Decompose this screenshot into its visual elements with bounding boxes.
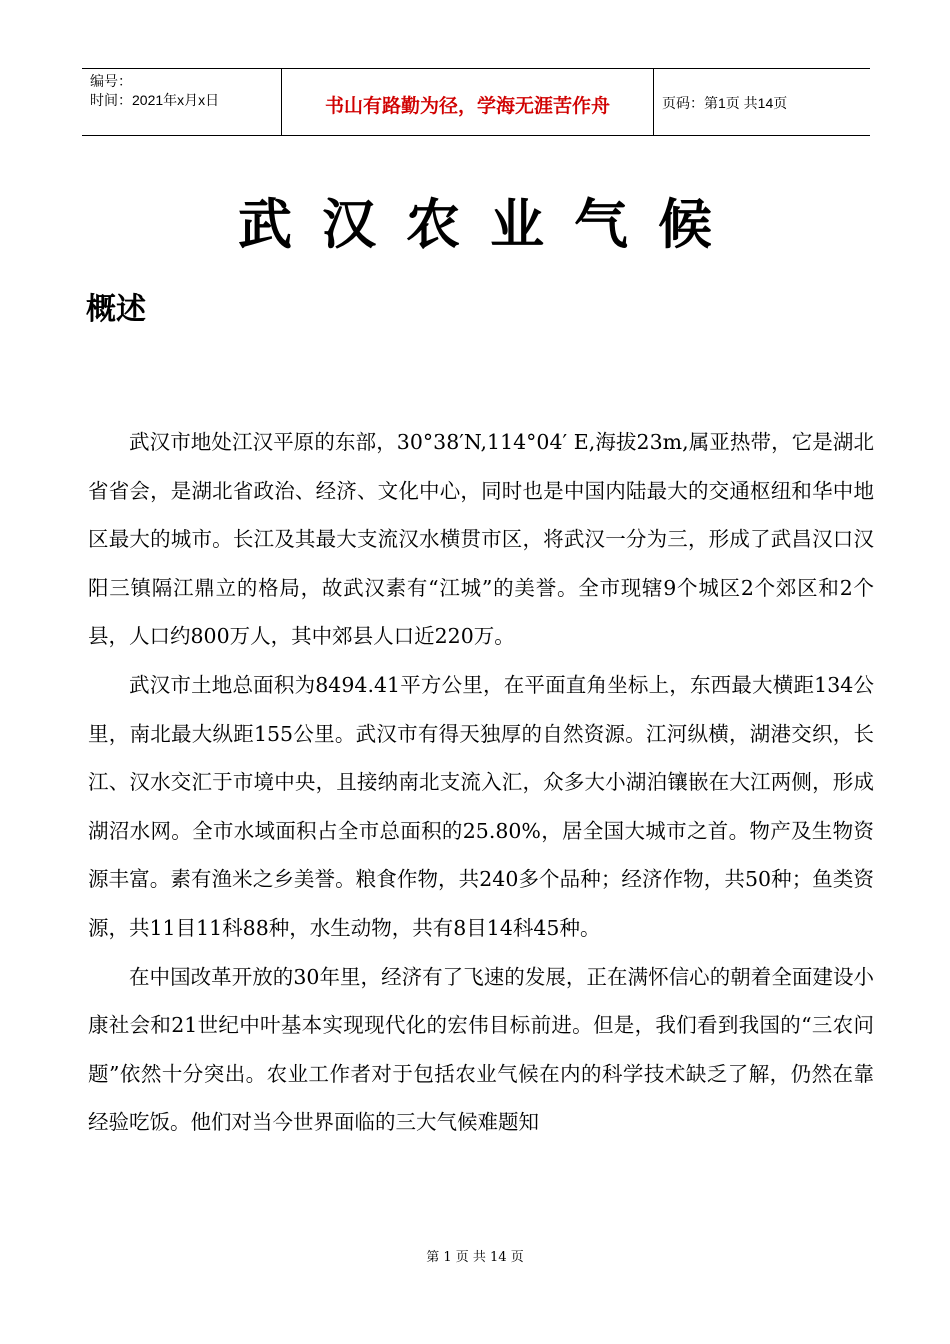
header-page-info: 页码：第1页 共14页 [662, 95, 788, 111]
header-meta [82, 69, 282, 135]
document-body [88, 418, 874, 1147]
paragraph: 在中国改革开放的30年里，经济有了飞速的发展，正在满怀信心的朝着全面建设小康社会和21世纪中叶基本实现现代化的宏伟目标前进。但是，我们看到我国的“三农问题”依然十分突出。农业工作者对于包括农业气候在内的科学技术缺乏了解，仍然在靠经验吃饭。他们对当今世界面临的三大气候难题知 [88, 964, 874, 1135]
page-footer: 第 1 页 共 14 页 [426, 1250, 524, 1265]
document-header [82, 68, 870, 136]
section-title: 概述 [86, 292, 146, 327]
time-label: 时间：2021年x月x日 [90, 92, 220, 108]
document-title: 武汉农业气候 [238, 192, 742, 256]
paragraph: 武汉市土地总面积为8494.41平方公里，在平面直角坐标上，东西最大横距134公里，南北最大纵距155公里。武汉市有得天独厚的自然资源。江河纵横，湖港交织，长江、汉水交汇于市境中央，且接纳南北支流入汇，众多大小湖泊镶嵌在大江两侧，形成湖沼水网。全市水域面积占全市总面积的25.80%，居全国大城市之首。物产及生物资源丰富。素有渔米之乡美誉。粮食作物，共240多个品种；经济作物，共50种；鱼类资源，共11目11科88种，水生动物，共有8目14科45种。 [88, 672, 874, 940]
paragraph: 武汉市地处江汉平原的东部，30°38′N,114°04′ E,海拔23m,属亚热带，它是湖北省省会，是湖北省政治、经济、文化中心，同时也是中国内陆最大的交通枢纽和华中地区最大的城市。长江及其最大支流汉水横贯市区，将武汉一分为三，形成了武昌汉口汉阳三镇隔江鼎立的格局，故武汉素有“江城”的美誉。全市现辖9个城区2个郊区和2个县，人口约800万人，其中郊县人口近220万。 [88, 430, 874, 649]
header-motto: 书山有路勤为径，学海无涯苦作舟 [282, 69, 654, 135]
number-label: 编号： [90, 73, 132, 89]
